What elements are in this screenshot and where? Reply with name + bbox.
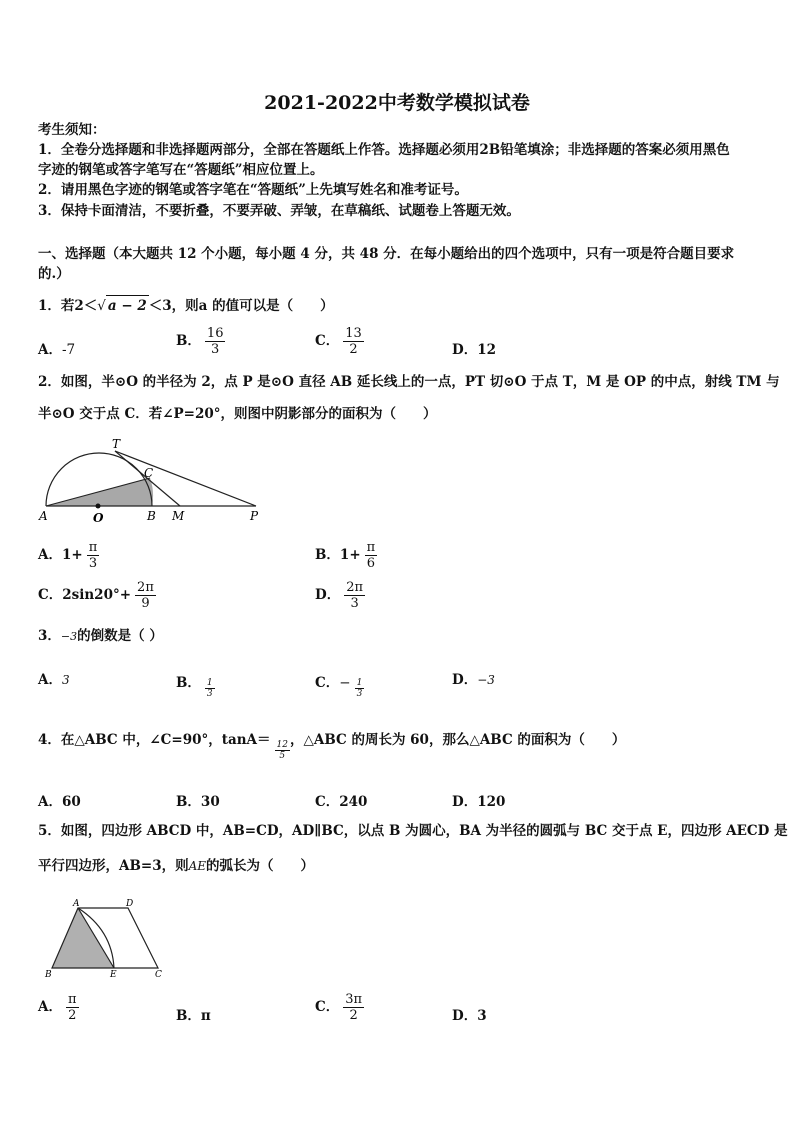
- q5-figure: [42, 896, 166, 980]
- label-p: P: [250, 509, 259, 523]
- q1-option-a: A．-7: [38, 342, 76, 358]
- q2-option-b: B．1+ $\frac{\pi}{6}$: [315, 540, 376, 571]
- label-o: O: [93, 511, 104, 524]
- question-4: 4．在△ABC 中，∠C=90°，tanA＝ $\frac{12}{5}$ ，△ABC 的周长为 60，那么△ABC 的面积为（ ）: [38, 732, 626, 761]
- q2-option-c: C．2sin20°+ $\frac{2\pi}{9}$: [38, 580, 154, 611]
- q2-option-a: A．1+ $\frac{\pi}{3}$: [38, 540, 98, 571]
- q5-option-d: D．3: [452, 1008, 487, 1024]
- q1-prefix: 1．若2＜: [38, 298, 98, 314]
- q4-option-b: B．30: [176, 794, 220, 810]
- q5-option-b: B．π: [176, 1008, 211, 1024]
- q4-option-d: D．120: [452, 794, 506, 810]
- label-d: D: [126, 899, 134, 909]
- q5-line2: 平行四边形，AB=3，则AE的弧长为（ ）: [38, 858, 315, 874]
- q1-suffix: ＜3，则a 的值可以是（ ）: [148, 298, 334, 314]
- q2-figure: [34, 432, 270, 524]
- section-heading-line2: 的.）: [38, 266, 70, 282]
- label-e: E: [110, 970, 117, 980]
- arc-ae: AE: [188, 859, 207, 873]
- question-3: 3．−3的倒数是（ ）: [38, 628, 163, 644]
- notice-item: 字迹的钢笔或答字笔写在“答题纸”相应位置上。: [38, 162, 324, 178]
- notice-item: 1．全卷分选择题和非选择题两部分，全部在答题纸上作答。选择题必须用2B铅笔填涂；非选择题的答案必须用黑色: [38, 142, 730, 158]
- q5-option-c: C． $\frac{3\pi}{2}$: [315, 992, 363, 1023]
- q3-expr: −3: [60, 630, 78, 643]
- q5-line1: 5．如图，四边形 ABCD 中，AB=CD，AD∥BC，以点 B 为圆心，BA 为半径的圆弧与 BC 交于点 E，四边形 AECD 是: [38, 823, 788, 839]
- notice-heading: 考生须知：: [38, 122, 106, 138]
- page-title: 2021-2022中考数学模拟试卷: [264, 92, 530, 114]
- q3-option-d: D．−3: [452, 672, 495, 688]
- label-a: A: [39, 509, 48, 523]
- q2-option-d: D． $\frac{2\pi}{3}$: [315, 580, 364, 611]
- q5-option-a: A． $\frac{\pi}{2}$: [38, 992, 77, 1023]
- label-b: B: [45, 970, 52, 980]
- section-heading-line1: 一、选择题（本大题共 12 个小题，每小题 4 分，共 48 分．在每小题给出的四个选项中，只有一项是符合题目要求: [38, 246, 735, 262]
- q1-option-c: C． $\frac{13}{2}$: [315, 326, 362, 357]
- q3-option-c: C．− $\frac{1}{3}$: [315, 675, 363, 699]
- label-t: T: [112, 437, 121, 451]
- label-m: M: [172, 509, 185, 523]
- q2-line2: 半⊙O 交于点 C．若∠P=20°，则图中阴影部分的面积为（ ）: [38, 406, 437, 422]
- question-1: 1．若2＜√ a − 2 ＜3，则a 的值可以是（ ）: [38, 295, 334, 316]
- q3-option-a: A．3: [38, 672, 70, 688]
- label-c: C: [144, 466, 154, 480]
- notice-item: 2．请用黑色字迹的钢笔或答字笔在“答题纸”上先填写姓名和准考证号。: [38, 182, 468, 198]
- q1-radicand: a − 2: [106, 295, 149, 316]
- q4-option-a: A．60: [38, 794, 81, 810]
- center-point: [96, 504, 101, 509]
- q3-option-b: B． $\frac{1}{3}$: [176, 675, 213, 699]
- label-a: A: [73, 899, 80, 909]
- label-b: B: [147, 509, 156, 523]
- label-c: C: [155, 970, 162, 980]
- q2-line1: 2．如图，半⊙O 的半径为 2，点 P 是⊙O 直径 AB 延长线上的一点，PT 切⊙O 于点 T，M 是 OP 的中点，射线 TM 与: [38, 374, 780, 390]
- q1-option-b: B． $\frac{16}{3}$: [176, 326, 224, 357]
- q1-option-d: D．12: [452, 342, 497, 358]
- q4-option-c: C．240: [315, 794, 368, 810]
- notice-item: 3．保持卡面清洁，不要折叠，不要弄破、弄皱，在草稿纸、试题卷上答题无效。: [38, 203, 520, 219]
